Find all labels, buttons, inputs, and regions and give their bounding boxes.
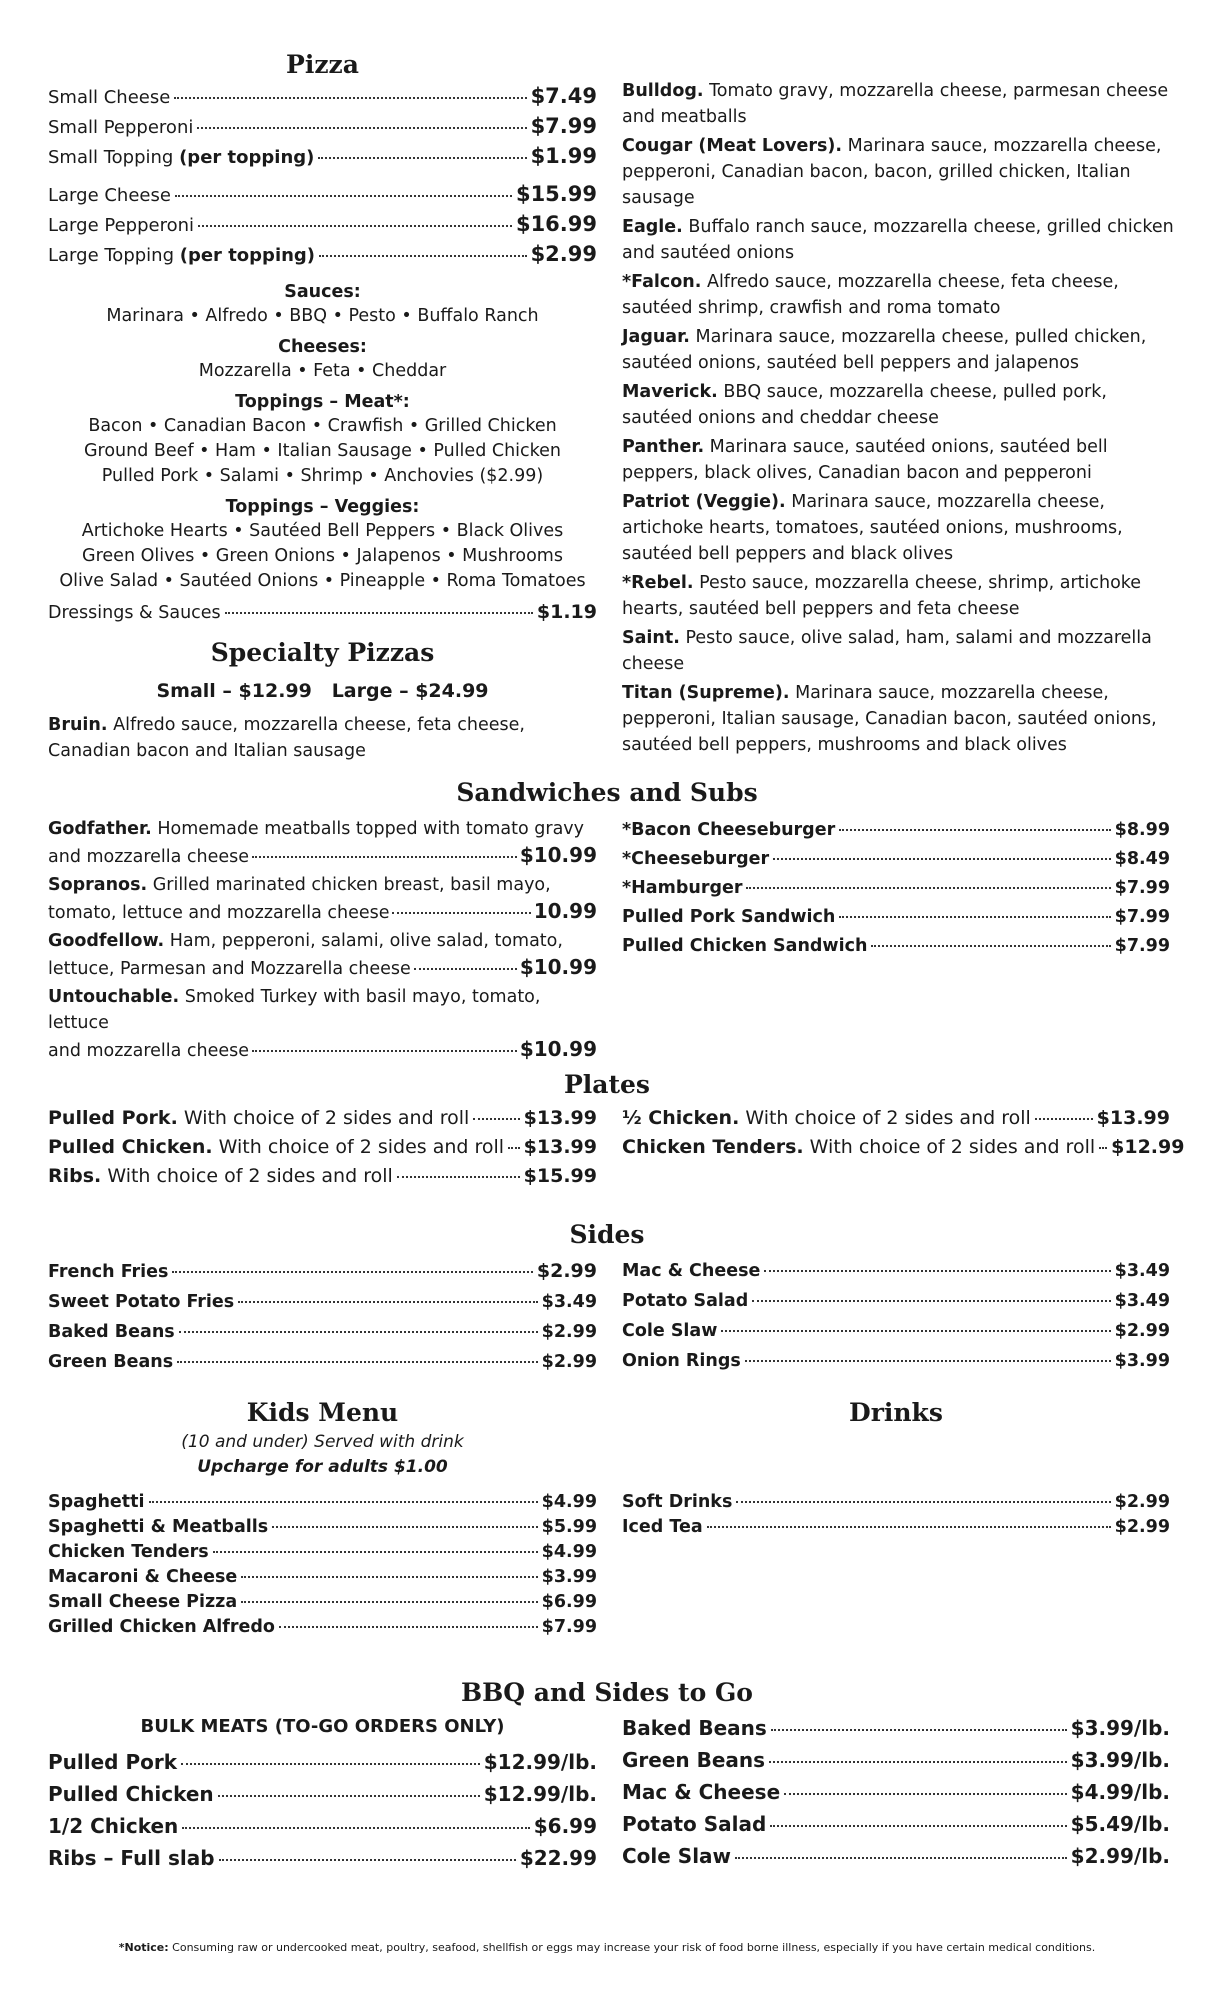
dot-leader xyxy=(764,1270,1110,1272)
veggie-toppings-line: Olive Salad • Sautéed Onions • Pineapple • Roma Tomatoes xyxy=(59,571,586,591)
specialty-item xyxy=(622,214,1178,266)
bbq-label: Pulled Pork xyxy=(48,1750,178,1774)
side-price: $3.49 xyxy=(1114,1291,1170,1311)
side-price: $2.99 xyxy=(541,1322,597,1342)
specialty-item-desc: Marinara sauce, mozzarella cheese, pulled chicken, sautéed onions, sautéed bell peppers and jalapenos xyxy=(622,327,1147,373)
plates-left xyxy=(48,1104,597,1191)
bbq-price: $6.99 xyxy=(533,1814,597,1838)
specialty-prices: Small – $12.99 Large – $24.99 xyxy=(156,680,489,702)
specialty-item-bruin xyxy=(48,712,597,764)
specialty-item-name: Cougar (Meat Lovers). xyxy=(622,136,843,156)
sandwich-desc xyxy=(48,872,597,898)
specialty-item-desc: Marinara sauce, sautéed onions, sautéed bell peppers, black olives, Canadian bacon and pepperoni xyxy=(622,437,1108,483)
dot-leader xyxy=(707,1526,1111,1528)
kids-label: Spaghetti xyxy=(48,1492,145,1512)
specialty-item-desc: Alfredo sauce, mozzarella cheese, feta cheese, sautéed shrimp, crawfish and roma tomato xyxy=(622,272,1119,318)
plate-desc: With choice of 2 sides and roll xyxy=(212,1136,505,1158)
pizza-price-label xyxy=(48,144,314,172)
bbq-label: Cole Slaw xyxy=(622,1844,732,1868)
specialty-item-name: *Rebel. xyxy=(622,573,694,593)
dot-leader xyxy=(318,157,526,159)
pizza-price-row xyxy=(48,112,597,142)
bbq-label: Ribs – Full slab xyxy=(48,1846,215,1870)
side-label: Sweet Potato Fries xyxy=(48,1292,235,1312)
kids-label: Grilled Chicken Alfredo xyxy=(48,1617,275,1637)
kids-price: $4.99 xyxy=(541,1542,597,1562)
kids-label: Macaroni & Cheese xyxy=(48,1567,238,1587)
sandwich-label: Pulled Chicken Sandwich xyxy=(622,936,868,956)
pizza-price-suffix: (per topping) xyxy=(179,245,316,266)
plate-price: $12.99 xyxy=(1111,1136,1185,1158)
sandwich-desc xyxy=(48,928,597,954)
sandwich-desc xyxy=(48,984,597,1036)
side-price: $3.49 xyxy=(541,1292,597,1312)
kids-row xyxy=(48,1565,597,1590)
specialty-item-desc: Buffalo ranch sauce, mozzarella cheese, grilled chicken and sautéed onions xyxy=(622,217,1174,263)
dot-leader xyxy=(769,1761,1067,1763)
bbq-row xyxy=(622,1808,1170,1840)
kids-price: $6.99 xyxy=(541,1592,597,1612)
sandwich-item xyxy=(48,984,597,1064)
sandwich-name: Godfather. xyxy=(48,819,152,839)
drink-row xyxy=(622,1515,1170,1540)
drink-price: $2.99 xyxy=(1114,1492,1170,1512)
plates-title: Plates xyxy=(563,1070,651,1099)
pizza-price: $7.99 xyxy=(530,114,597,138)
specialty-item xyxy=(622,379,1178,431)
drink-label: Iced Tea xyxy=(622,1517,703,1537)
plate-row xyxy=(48,1133,597,1162)
specialty-item-name: Maverick. xyxy=(622,382,718,402)
notice-text: Consuming raw or undercooked meat, poultry, seafood, shellfish or eggs may increase your risk of food borne illness, especially if you have certain medical conditions. xyxy=(168,1941,1096,1954)
specialty-item xyxy=(622,570,1178,622)
dot-leader xyxy=(175,195,512,197)
kids-label: Small Cheese Pizza xyxy=(48,1592,238,1612)
dressings-price: $1.19 xyxy=(536,601,597,623)
bbq-price: $4.99/lb. xyxy=(1070,1780,1170,1804)
dot-leader xyxy=(1035,1118,1093,1120)
specialty-item xyxy=(622,680,1178,758)
meat-toppings-title: Toppings – Meat*: xyxy=(235,392,410,412)
dot-leader xyxy=(197,127,526,129)
specialty-item-name: Titan (Supreme). xyxy=(622,683,790,703)
plate-name: Pulled Pork. xyxy=(48,1107,178,1129)
bbq-label: Pulled Chicken xyxy=(48,1782,214,1806)
pizza-price: $1.99 xyxy=(530,144,597,168)
specialty-item-name: Saint. xyxy=(622,628,680,648)
dot-leader xyxy=(770,1825,1066,1827)
plate-desc: With choice of 2 sides and roll xyxy=(177,1107,470,1129)
drink-price: $2.99 xyxy=(1114,1517,1170,1537)
dot-leader xyxy=(735,1857,1067,1859)
side-label: Baked Beans xyxy=(48,1322,175,1342)
bbq-row xyxy=(622,1840,1170,1872)
pizza-price-label-text: Small Topping xyxy=(48,147,180,168)
specialty-item-desc: Marinara sauce, mozzarella cheese, pepperoni, Italian sausage, Canadian bacon, sautéed onions, sautéed bell peppers, mushrooms and black olives xyxy=(622,683,1157,755)
sandwich-price: $7.99 xyxy=(1114,936,1170,956)
plate-price: $15.99 xyxy=(523,1165,597,1187)
kids-price: $5.99 xyxy=(541,1517,597,1537)
dot-leader xyxy=(319,255,527,257)
sandwiches-left xyxy=(48,816,597,1066)
side-row xyxy=(622,1316,1170,1346)
side-price: $2.99 xyxy=(541,1352,597,1372)
dot-leader xyxy=(198,225,512,227)
kids-label: Spaghetti & Meatballs xyxy=(48,1517,269,1537)
side-price: $2.99 xyxy=(1114,1321,1170,1341)
bbq-label: Green Beans xyxy=(622,1748,766,1772)
specialty-item-name: Patriot (Veggie). xyxy=(622,492,786,512)
sandwich-row xyxy=(622,845,1170,874)
dot-leader xyxy=(784,1793,1067,1795)
specialty-title: Specialty Pizzas xyxy=(210,638,435,667)
side-price: $2.99 xyxy=(536,1260,597,1282)
sandwich-row xyxy=(622,874,1170,903)
dressings-label: Dressings & Sauces xyxy=(48,603,221,623)
sandwich-desc-line2: and mozzarella cheese xyxy=(48,847,250,867)
sandwich-desc-text: Homemade meatballs topped with tomato gravy xyxy=(151,819,585,839)
bbq-label: Potato Salad xyxy=(622,1812,767,1836)
pizza-price-row xyxy=(48,210,597,240)
side-row xyxy=(622,1256,1170,1286)
dot-leader xyxy=(238,1301,537,1303)
sandwich-price-row xyxy=(48,898,597,926)
drink-row xyxy=(622,1490,1170,1515)
sandwich-item xyxy=(48,928,597,982)
dot-leader xyxy=(392,912,530,914)
plate-label xyxy=(48,1133,504,1162)
dot-leader xyxy=(219,1859,516,1861)
pizza-price: $7.49 xyxy=(530,84,597,108)
sandwich-desc xyxy=(48,816,597,842)
bbq-price: $3.99/lb. xyxy=(1070,1748,1170,1772)
bbq-subtitle: BULK MEATS (TO-GO ORDERS ONLY) xyxy=(140,1716,505,1737)
specialty-item xyxy=(622,269,1178,321)
bbq-price: $5.49/lb. xyxy=(1070,1812,1170,1836)
specialty-item-desc: BBQ sauce, mozzarella cheese, pulled pork, sautéed onions and cheddar cheese xyxy=(622,382,1107,428)
dot-leader xyxy=(414,968,517,970)
sandwich-price: $10.99 xyxy=(519,955,597,979)
sandwich-label: *Bacon Cheeseburger xyxy=(622,820,836,840)
dot-leader xyxy=(508,1147,520,1149)
sandwich-price: $7.99 xyxy=(1114,878,1170,898)
kids-note: (10 and under) Served with drink xyxy=(181,1432,464,1452)
specialty-item xyxy=(622,78,1178,130)
bbq-row xyxy=(48,1746,597,1778)
bbq-price: $3.99/lb. xyxy=(1070,1716,1170,1740)
dot-leader xyxy=(179,1331,538,1333)
dot-leader xyxy=(149,1501,538,1503)
pizza-price: $16.99 xyxy=(515,212,597,236)
sandwich-name: Sopranos. xyxy=(48,875,148,895)
dot-leader xyxy=(241,1576,537,1578)
plate-price: $13.99 xyxy=(1096,1107,1170,1129)
kids-price: $3.99 xyxy=(541,1567,597,1587)
side-row xyxy=(48,1287,597,1317)
sandwich-label: Pulled Pork Sandwich xyxy=(622,907,836,927)
sandwich-label: *Hamburger xyxy=(622,878,743,898)
specialty-item-name: *Falcon. xyxy=(622,272,702,292)
dot-leader xyxy=(252,1050,517,1052)
specialty-item-name: Jaguar. xyxy=(622,327,690,347)
bbq-price: $22.99 xyxy=(519,1846,597,1870)
side-label: Cole Slaw xyxy=(622,1321,718,1341)
dot-leader xyxy=(1099,1147,1107,1149)
sides-title: Sides xyxy=(569,1220,645,1249)
side-label: Onion Rings xyxy=(622,1351,741,1371)
bbq-row xyxy=(622,1776,1170,1808)
sandwich-price: $8.49 xyxy=(1114,849,1170,869)
bbq-row xyxy=(622,1744,1170,1776)
bbq-label: Mac & Cheese xyxy=(622,1780,781,1804)
sandwich-item xyxy=(48,872,597,926)
plate-label xyxy=(48,1104,469,1133)
sandwich-desc-line2: tomato, lettuce and mozzarella cheese xyxy=(48,903,390,923)
plate-desc: With choice of 2 sides and roll xyxy=(739,1107,1031,1129)
bbq-price: $12.99/lb. xyxy=(483,1782,597,1806)
sandwiches-right xyxy=(622,816,1170,961)
dot-leader xyxy=(746,887,1110,889)
veggie-toppings-title: Toppings – Veggies: xyxy=(225,497,420,517)
dressings-row xyxy=(48,600,597,626)
pizza-price-label: Large Pepperoni xyxy=(48,215,195,236)
specialty-item-desc: Pesto sauce, olive salad, ham, salami and mozzarella cheese xyxy=(622,628,1152,674)
meat-toppings-line: Pulled Pork • Salami • Shrimp • Anchovies ($2.99) xyxy=(101,466,544,486)
specialty-item-name: Bruin. xyxy=(48,715,108,735)
side-label: Green Beans xyxy=(48,1352,174,1372)
side-row xyxy=(48,1347,597,1377)
drink-label: Soft Drinks xyxy=(622,1492,733,1512)
plate-row xyxy=(622,1133,1185,1162)
sandwich-price-row xyxy=(48,842,597,870)
specialty-item-name: Eagle. xyxy=(622,217,683,237)
bbq-row xyxy=(622,1712,1170,1744)
bbq-title: BBQ and Sides to Go xyxy=(461,1678,753,1707)
sandwich-label: *Cheeseburger xyxy=(622,849,770,869)
bbq-price: $12.99/lb. xyxy=(483,1750,597,1774)
notice-label: *Notice: xyxy=(118,1941,169,1954)
veggie-toppings-line: Artichoke Hearts • Sautéed Bell Peppers • Black Olives xyxy=(81,521,564,541)
sauces-list: Marinara • Alfredo • BBQ • Pesto • Buffalo Ranch xyxy=(106,306,539,326)
side-label: Potato Salad xyxy=(622,1291,749,1311)
kids-row xyxy=(48,1515,597,1540)
plate-label xyxy=(48,1162,393,1191)
pizza-price-label: Large Cheese xyxy=(48,185,171,206)
sandwich-price: $8.99 xyxy=(1114,820,1170,840)
sandwich-desc-text: Smoked Turkey with basil mayo, tomato, lettuce xyxy=(48,987,541,1033)
kids-price: $4.99 xyxy=(541,1492,597,1512)
sandwich-desc-line2: lettuce, Parmesan and Mozzarella cheese xyxy=(48,959,411,979)
pizza-price-label xyxy=(48,242,315,270)
sandwich-price: $10.99 xyxy=(519,843,597,867)
kids-price: $7.99 xyxy=(541,1617,597,1637)
bbq-label: Baked Beans xyxy=(622,1716,767,1740)
side-row xyxy=(622,1346,1170,1376)
specialty-item xyxy=(622,489,1178,567)
dot-leader xyxy=(182,1827,529,1829)
drinks-spacer xyxy=(622,1430,1170,1490)
sandwich-price: 10.99 xyxy=(533,899,597,923)
dot-leader xyxy=(871,945,1110,947)
plate-desc: With choice of 2 sides and roll xyxy=(803,1136,1096,1158)
sandwich-price: $10.99 xyxy=(519,1037,597,1061)
sides-left xyxy=(48,1256,597,1377)
bbq-row xyxy=(48,1778,597,1810)
sandwich-desc-text: Ham, pepperoni, salami, olive salad, tomato, xyxy=(164,931,563,951)
dot-leader xyxy=(252,856,517,858)
dot-leader xyxy=(241,1601,537,1603)
kids-row xyxy=(48,1490,597,1515)
bbq-right xyxy=(622,1712,1170,1872)
dot-leader xyxy=(773,858,1111,860)
pizza-section xyxy=(48,48,597,767)
sauces-title: Sauces: xyxy=(284,282,361,302)
meat-toppings-line: Ground Beef • Ham • Italian Sausage • Pulled Chicken xyxy=(83,441,562,461)
cheeses-list: Mozzarella • Feta • Cheddar xyxy=(198,361,447,381)
dot-leader xyxy=(174,97,526,99)
drinks-title: Drinks xyxy=(849,1398,943,1427)
kids-row xyxy=(48,1540,597,1565)
specialty-item xyxy=(622,434,1178,486)
sandwich-desc-text: Grilled marinated chicken breast, basil mayo, xyxy=(147,875,551,895)
plate-name: ½ Chicken. xyxy=(622,1107,740,1129)
dot-leader xyxy=(721,1330,1110,1332)
specialty-item-desc: Tomato gravy, mozzarella cheese, parmesan cheese and meatballs xyxy=(622,81,1169,127)
specialty-item-desc: Alfredo sauce, mozzarella cheese, feta cheese, Canadian bacon and Italian sausage xyxy=(48,715,525,761)
pizza-price-label-text: Large Topping xyxy=(48,245,180,266)
pizza-price-suffix: (per topping) xyxy=(179,147,315,168)
specialty-list xyxy=(622,78,1178,761)
sandwich-price-row xyxy=(48,1036,597,1064)
kids-label: Chicken Tenders xyxy=(48,1542,209,1562)
plate-row xyxy=(622,1104,1170,1133)
dot-leader xyxy=(839,829,1110,831)
plate-name: Ribs. xyxy=(48,1165,102,1187)
pizza-price-row xyxy=(48,180,597,210)
bbq-label: 1/2 Chicken xyxy=(48,1814,179,1838)
sandwiches-title: Sandwiches and Subs xyxy=(456,778,758,807)
pizza-price-label: Small Cheese xyxy=(48,87,171,108)
plate-price: $13.99 xyxy=(523,1107,597,1129)
pizza-price-row xyxy=(48,82,597,112)
side-row xyxy=(622,1286,1170,1316)
side-label: Mac & Cheese xyxy=(622,1261,761,1281)
pizza-title: Pizza xyxy=(286,50,359,79)
specialty-item xyxy=(622,324,1178,376)
specialty-item xyxy=(622,133,1178,211)
veggie-toppings-line: Green Olives • Green Onions • Jalapenos • Mushrooms xyxy=(82,546,563,566)
plate-name: Pulled Chicken. xyxy=(48,1136,213,1158)
dot-leader xyxy=(752,1300,1110,1302)
dot-leader xyxy=(181,1763,480,1765)
pizza-price-row xyxy=(48,142,597,172)
meat-toppings-line: Bacon • Canadian Bacon • Crawfish • Grilled Chicken xyxy=(88,416,557,436)
notice xyxy=(24,1940,1190,1956)
specialty-item-name: Panther. xyxy=(622,437,705,457)
side-price: $3.49 xyxy=(1114,1261,1170,1281)
plates-right xyxy=(622,1104,1185,1162)
plate-name: Chicken Tenders. xyxy=(622,1136,804,1158)
specialty-item-desc: Marinara sauce, mozzarella cheese, pepperoni, Canadian bacon, bacon, grilled chicken, Italian sausage xyxy=(622,136,1162,208)
sandwich-row xyxy=(622,816,1170,845)
pizza-price-label: Small Pepperoni xyxy=(48,117,194,138)
dot-leader xyxy=(225,612,533,614)
sandwich-desc-line2: and mozzarella cheese xyxy=(48,1041,250,1061)
sandwich-row xyxy=(622,932,1170,961)
dot-leader xyxy=(473,1118,519,1120)
dot-leader xyxy=(839,916,1110,918)
sauces-block xyxy=(48,280,597,594)
bbq-left xyxy=(48,1712,597,1874)
specialty-item-name: Bulldog. xyxy=(622,81,704,101)
sandwich-item xyxy=(48,816,597,870)
specialty-item xyxy=(622,625,1178,677)
sandwich-price-row xyxy=(48,954,597,982)
sandwich-name: Goodfellow. xyxy=(48,931,165,951)
kids-upcharge: Upcharge for adults $1.00 xyxy=(197,1457,448,1477)
dot-leader xyxy=(397,1176,520,1178)
sides-right xyxy=(622,1256,1170,1376)
dot-leader xyxy=(771,1729,1067,1731)
plate-label xyxy=(622,1104,1031,1133)
plate-label xyxy=(622,1133,1095,1162)
bbq-row xyxy=(48,1810,597,1842)
dot-leader xyxy=(272,1526,537,1528)
dot-leader xyxy=(218,1795,480,1797)
specialty-item-desc: Marinara sauce, mozzarella cheese, artichoke hearts, tomatoes, sautéed onions, mushrooms, sautéed bell peppers and black olives xyxy=(622,492,1123,564)
kids-title: Kids Menu xyxy=(246,1398,399,1427)
specialty-item-desc: Pesto sauce, mozzarella cheese, shrimp, artichoke hearts, sautéed bell peppers and feta cheese xyxy=(622,573,1142,619)
side-label: French Fries xyxy=(48,1262,169,1282)
sandwich-name: Untouchable. xyxy=(48,987,180,1007)
kids-section xyxy=(48,1396,597,1640)
side-row xyxy=(48,1317,597,1347)
dot-leader xyxy=(213,1551,538,1553)
plate-desc: With choice of 2 sides and roll xyxy=(101,1165,393,1187)
bbq-row xyxy=(48,1842,597,1874)
kids-row xyxy=(48,1590,597,1615)
dot-leader xyxy=(177,1361,537,1363)
cheeses-title: Cheeses: xyxy=(278,337,367,357)
pizza-price: $15.99 xyxy=(515,182,597,206)
sandwich-row xyxy=(622,903,1170,932)
plate-row xyxy=(48,1162,597,1191)
side-row xyxy=(48,1256,597,1287)
sandwich-price: $7.99 xyxy=(1114,907,1170,927)
pizza-price-row xyxy=(48,240,597,270)
side-price: $3.99 xyxy=(1114,1351,1170,1371)
plate-row xyxy=(48,1104,597,1133)
dot-leader xyxy=(172,1271,532,1273)
drinks-section xyxy=(622,1396,1170,1540)
pizza-price: $2.99 xyxy=(530,242,597,266)
dot-leader xyxy=(279,1626,538,1628)
dot-leader xyxy=(745,1360,1111,1362)
kids-row xyxy=(48,1615,597,1640)
plate-price: $13.99 xyxy=(523,1136,597,1158)
dot-leader xyxy=(736,1501,1110,1503)
bbq-price: $2.99/lb. xyxy=(1070,1844,1170,1868)
